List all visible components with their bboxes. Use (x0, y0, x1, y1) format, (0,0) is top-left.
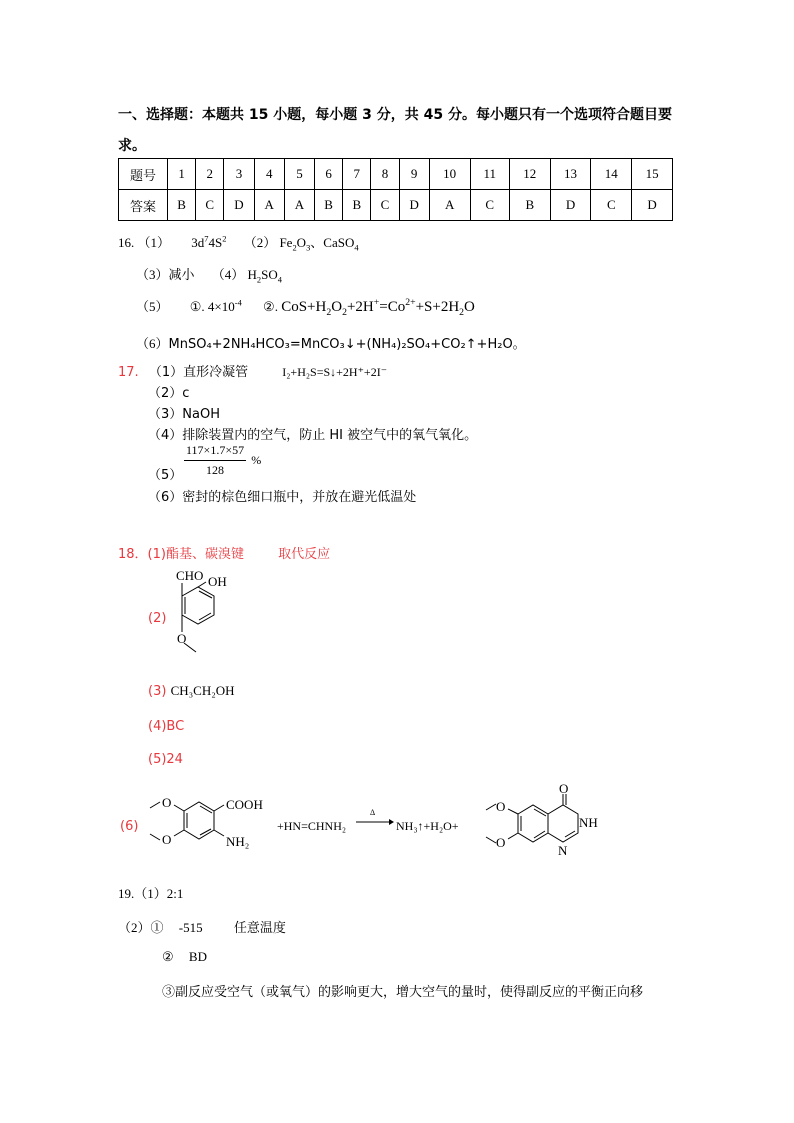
eq-sup: + (373, 297, 380, 308)
bond-o1 (508, 809, 518, 814)
bond-cooh (214, 805, 224, 811)
table-cell: C (196, 190, 224, 221)
table-cell: 6 (315, 159, 343, 190)
formula-sub: 2 (292, 242, 297, 253)
q17-p5-label: （5） (148, 468, 183, 483)
formula-text: Fe (279, 235, 293, 250)
table-cell: 7 (343, 159, 371, 190)
table-row-numbers (119, 159, 673, 190)
q19-p1: 19.（1）2:1 (118, 886, 184, 901)
fraction-unit: % (251, 453, 262, 467)
label-o2: O (496, 835, 506, 850)
q17-p1-equation: I₂+H₂S=S↓+2H⁺+2I⁻ (282, 365, 388, 379)
label-o1: O (496, 799, 506, 814)
q18-p5: (5)24 (148, 752, 183, 767)
formula-sup: -4 (234, 297, 242, 308)
table-cell: A (284, 190, 314, 221)
table-row-label: 题号 (119, 159, 168, 190)
answer-table (118, 158, 673, 221)
table-cell: 1 (168, 159, 196, 190)
q18-p6-product-structure (474, 782, 614, 862)
table-cell: 4 (254, 159, 284, 190)
formula-text: ①. 4×10 (189, 299, 235, 314)
q18-p2-label: (2) (148, 611, 167, 626)
q19-p2c: ③副反应受空气（或氧气）的影响更大，增大空气的量时，使得副反应的平衡正向移 (162, 984, 644, 999)
q16-p2-answer (279, 235, 359, 253)
table-row-answers (119, 190, 673, 221)
q16-p5-a (190, 299, 242, 314)
q18-p3-formula: CH₃CH₂OH (170, 683, 235, 698)
formula-sub: 3 (306, 242, 311, 253)
q18-p3-line (148, 683, 235, 699)
label-cho: CHO (176, 568, 204, 583)
q17-p1: （1）直形冷凝管 (148, 365, 249, 380)
bond-methyl1 (150, 802, 160, 808)
q19-p2-value: -515 (178, 920, 203, 935)
q18-p6-reactant-structure (138, 790, 278, 860)
table-cell: 11 (470, 159, 509, 190)
q19-p2-label: （2）① (118, 920, 164, 935)
q18-line1 (118, 543, 330, 562)
formula-sub: 2 (256, 274, 262, 285)
bond-o1 (174, 805, 184, 811)
fraction (184, 443, 246, 478)
table-cell: 9 (399, 159, 429, 190)
fraction-denominator: 128 (206, 463, 225, 477)
q18-p4: (4)BC (148, 719, 185, 734)
q17-p5-fraction (184, 443, 261, 478)
formula-sub: 4 (277, 274, 282, 285)
q19-p2-line (118, 917, 286, 936)
q19-p2b-label: ② (162, 949, 174, 964)
q18-p1: 18．(1)酯基、碳溴键 (118, 547, 244, 562)
q16-line2 (136, 264, 282, 285)
table-cell: 15 (632, 159, 673, 190)
config-text: 3d (191, 235, 205, 250)
pyrimidine-ring (548, 805, 578, 842)
eq-text: O (331, 299, 343, 315)
table-cell: D (632, 190, 673, 221)
q18-p6-products: NH₃↑+H₂O+ (396, 819, 459, 833)
eq-text: +S+2H (415, 299, 460, 315)
q16-p4-label: （4） (211, 267, 245, 282)
q17-label: 17. (118, 365, 139, 380)
label-o2: O (162, 832, 172, 847)
q19-p2b-line (162, 949, 207, 965)
q18-p6-reagent: +HN=CHNH₂ (277, 819, 347, 833)
delta-label: Δ (370, 808, 376, 817)
q17-p2: （2）c (148, 386, 190, 401)
table-cell: 12 (509, 159, 550, 190)
table-cell: B (509, 190, 550, 221)
table-cell: C (591, 190, 632, 221)
q17-p4: （4）排除装置内的空气，防止 HI 被空气中的氧气氧化。 (148, 428, 478, 443)
eq-text: CoS+H (281, 299, 327, 315)
eq-sub: 2 (326, 307, 332, 318)
double-bond (199, 591, 212, 598)
table-cell: C (371, 190, 399, 221)
fraction-numerator: 117×1.7×57 (184, 443, 246, 461)
eq-text: =Co (379, 299, 406, 315)
bond-o2 (508, 833, 518, 839)
bond-methyl2 (150, 834, 160, 840)
q16-p2-label: （2） (243, 235, 277, 250)
q16-p5-label: （5） (136, 299, 169, 314)
table-cell: A (429, 190, 470, 221)
reaction-arrow (356, 810, 394, 830)
formula-text: SO (261, 267, 278, 282)
eq-text: O (464, 299, 475, 315)
formula-text: O (296, 235, 307, 250)
double-bond (200, 829, 211, 835)
table-cell: 10 (429, 159, 470, 190)
q16-p5-b-label: ②. (263, 299, 278, 314)
bond-methyl1 (486, 804, 496, 810)
label-n: N (558, 843, 568, 858)
q19-p2b-value: BD (188, 949, 207, 964)
eq-sub: 2 (459, 307, 465, 318)
ring-outline (184, 802, 214, 839)
q17-p6: （6）密封的棕色细口瓶中，并放在避光低温处 (148, 490, 417, 505)
label-o: O (559, 782, 569, 796)
table-cell: B (168, 190, 196, 221)
label-o1: O (162, 795, 172, 810)
q19-p2-text: 任意温度 (233, 920, 286, 935)
config-text: 4S (208, 235, 223, 250)
q16-label: 16. (118, 235, 135, 250)
q18-p6-label: (6) (120, 819, 139, 834)
table-cell: 3 (224, 159, 254, 190)
table-cell: 2 (196, 159, 224, 190)
q16-p3: （3）减小 (136, 267, 195, 282)
formula-sub: 4 (354, 242, 359, 253)
table-cell: D (399, 190, 429, 221)
q16-line1 (118, 232, 359, 253)
label-oh: OH (208, 574, 227, 589)
table-cell: B (315, 190, 343, 221)
q17-line1 (118, 361, 387, 380)
bond-methyl2 (486, 837, 496, 843)
bond-nh2 (214, 830, 224, 836)
q16-p1-config (191, 235, 226, 250)
q16-p6-equation: MnSO₄+2NH₄HCO₃=MnCO₃↓+(NH₄)₂SO₄+CO₂↑+H₂O。 (168, 337, 526, 352)
label-o: O (177, 631, 187, 646)
double-bond (199, 613, 211, 620)
benzene-ring (182, 582, 214, 652)
label-nh: NH (579, 815, 598, 830)
table-cell: 8 (371, 159, 399, 190)
table-row-label: 答案 (119, 190, 168, 221)
table-cell: A (254, 190, 284, 221)
label-cooh: COOH (226, 797, 263, 812)
q18-p3-label: (3) (148, 684, 167, 699)
bond-o2 (174, 830, 184, 836)
q16-p5-equation (281, 297, 475, 318)
section-title-line1: 一、选择题：本题共 15 小题，每小题 3 分，共 45 分。每小题只有一个选项符合题目要 (118, 107, 672, 123)
q16-p1-label: （1） (137, 235, 171, 250)
q16-line3 (136, 296, 475, 318)
table-cell: D (550, 190, 591, 221)
table-cell: 5 (284, 159, 314, 190)
table-cell: C (470, 190, 509, 221)
formula-text: 、CaSO (310, 235, 355, 250)
table-cell: D (224, 190, 254, 221)
eq-sub: 2 (342, 307, 347, 318)
q16-p4-answer (247, 267, 282, 285)
eq-sup: 2+ (405, 297, 416, 308)
ring-outline (182, 587, 214, 624)
q18-p1b: 取代反应 (278, 547, 331, 562)
table-cell: 13 (550, 159, 591, 190)
table-cell: B (343, 190, 371, 221)
section-title-line2: 求。 (118, 138, 146, 154)
double-bond (534, 831, 545, 838)
q16-line4 (136, 333, 526, 352)
q16-p6-label: （6） (136, 336, 169, 351)
q17-p3: （3）NaOH (148, 407, 220, 422)
label-nh2: NH₂ (226, 834, 250, 849)
formula-text: H (247, 267, 257, 282)
double-bond (534, 809, 546, 816)
benzene-ring (518, 805, 548, 842)
table-cell: 14 (591, 159, 632, 190)
q18-p2-structure (162, 566, 252, 670)
double-bond (200, 806, 212, 813)
config-sup: 7 (204, 233, 209, 244)
eq-text: +2H (346, 299, 374, 315)
config-sup: 2 (222, 233, 227, 244)
arrow-icon (356, 818, 394, 826)
